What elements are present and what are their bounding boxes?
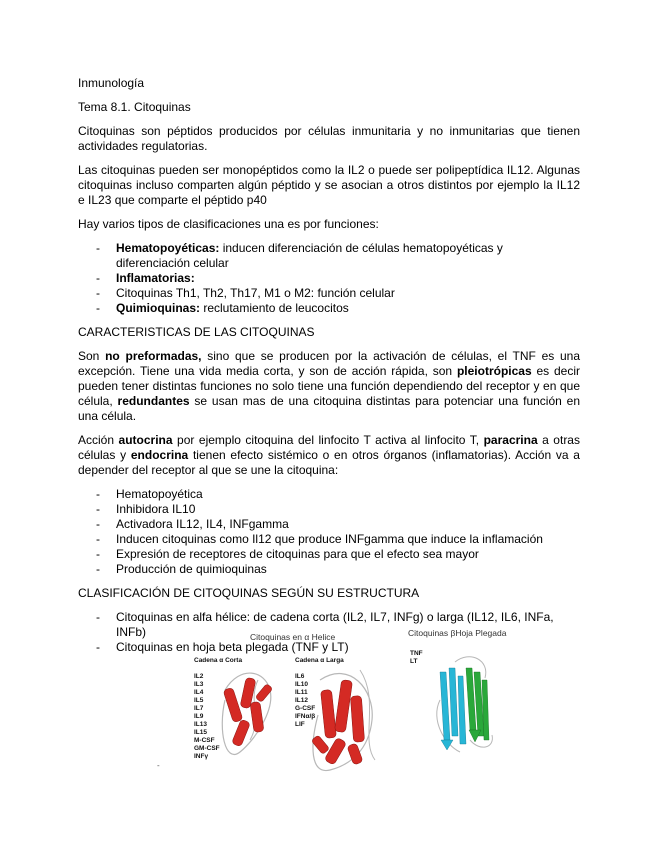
short-chain-label: Cadena α Corta (194, 657, 243, 664)
svg-text:IL12: IL12 (295, 697, 309, 704)
list-item: - Expresión de receptores de citoquinas para que el efecto sea mayor (78, 547, 580, 562)
list-item: - Inducen citoquinas como Il12 que produce INFgamma que induce la inflamación (78, 532, 580, 547)
characteristics-paragraph-1: Son no preformadas, sino que se producen por la activación de células, el TNF es una excepción. Tiene una vida media corta, y son de acción rápida, son pleiotrópicas es decir pueden tener distintas funciones no solo tiene una función dependiendo del receptor y en que célula, redundantes se usan mas de una citoquina distintas para potenciar una función en una célula. (78, 349, 581, 423)
beta-sheet-icon (437, 657, 493, 752)
long-chain-helix-icon (311, 670, 375, 771)
long-chain-list (295, 673, 315, 728)
svg-text:IL6: IL6 (295, 673, 305, 680)
short-chain-list (194, 673, 220, 760)
svg-text:M-CSF: M-CSF (194, 737, 215, 744)
list-item: - Hematopoyética (78, 487, 580, 502)
document-body (78, 76, 580, 664)
list-item: - Producción de quimioquinas (78, 562, 580, 577)
intro-paragraph-1: Citoquinas son péptidos producidos por células inmunitaria y no inmunitarias que tienen actividades regulatorias. (78, 124, 580, 153)
structure-list (78, 610, 580, 655)
topic-title: Tema 8.1. Citoquinas (78, 100, 191, 114)
svg-text:IL13: IL13 (194, 721, 208, 728)
list-item: - Inflamatorias: (78, 271, 580, 286)
section-heading-characteristics: CARACTERISTICAS DE LAS CITOQUINAS (78, 325, 315, 339)
svg-text:LT: LT (410, 658, 418, 665)
svg-text:G-CSF: G-CSF (295, 705, 316, 712)
list-item: - Citoquinas en alfa hélice: de cadena corta (IL2, IL7, INFg) o larga (IL12, IL6, INFa, INFb) (78, 610, 580, 640)
svg-text:IL11: IL11 (295, 689, 308, 696)
svg-text:IL10: IL10 (295, 681, 309, 688)
svg-text:IFNα/β: IFNα/β (295, 713, 316, 720)
svg-text:IL15: IL15 (194, 729, 208, 736)
svg-text:INFγ: INFγ (194, 753, 209, 760)
svg-text:IL7: IL7 (194, 705, 204, 712)
list-item: - Citoquinas en hoja beta plegada (TNF y LT) (78, 640, 580, 655)
figure-title-beta: Citoquinas βHoja Plegada (408, 628, 507, 638)
list-item: - Inhibidora IL10 (78, 502, 580, 517)
svg-text:IL4: IL4 (194, 689, 204, 696)
stray-mark: - (157, 761, 160, 770)
svg-text:LIF: LIF (295, 721, 305, 728)
svg-text:IL9: IL9 (194, 713, 204, 720)
svg-text:IL2: IL2 (194, 673, 204, 680)
short-chain-helix-icon (222, 673, 273, 754)
intro-paragraph-2: Las citoquinas pueden ser monopéptidos como la IL2 o puede ser polipeptídica IL12. Algunas citoquinas incluso comparten algún péptido y se asocian a otros distintos por ejemplo la IL12 e IL23 que comparte el péptido p40 (78, 163, 580, 207)
functions-list (78, 241, 580, 316)
subject-title: Inmunología (78, 76, 145, 90)
characteristics-paragraph-2: Acción autocrina por ejemplo citoquina del linfocito T activa al linfocito T, paracrina a otras células y endocrina tienen efecto sistémico o en otros órganos (inflamatorias). Acción va a depender del receptor al que se une la citoquina: (78, 433, 580, 477)
actions-list (78, 487, 580, 577)
list-item: - Citoquinas Th1, Th2, Th17, M1 o M2: función celular (78, 286, 580, 301)
svg-text:TNF: TNF (410, 650, 423, 657)
list-item: - Quimioquinas: reclutamiento de leucocitos (78, 301, 580, 316)
list-item: - Hematopoyéticas: inducen diferenciación de células hematopoyéticas y diferenciación celular (78, 241, 580, 271)
svg-text:IL5: IL5 (194, 697, 204, 704)
long-chain-label: Cadena α Larga (295, 657, 344, 664)
svg-text:IL3: IL3 (194, 681, 204, 688)
section-heading-structure: CLASIFICACIÓN DE CITOQUINAS SEGÚN SU ESTRUCTURA (78, 586, 420, 600)
intro-paragraph-3: Hay varios tipos de clasificaciones una es por funciones: (78, 217, 379, 231)
figure-title-alpha: Citoquinas en α Helice (250, 632, 336, 642)
list-item: - Activadora IL12, IL4, INFgamma (78, 517, 580, 532)
svg-text:GM-CSF: GM-CSF (194, 745, 220, 752)
